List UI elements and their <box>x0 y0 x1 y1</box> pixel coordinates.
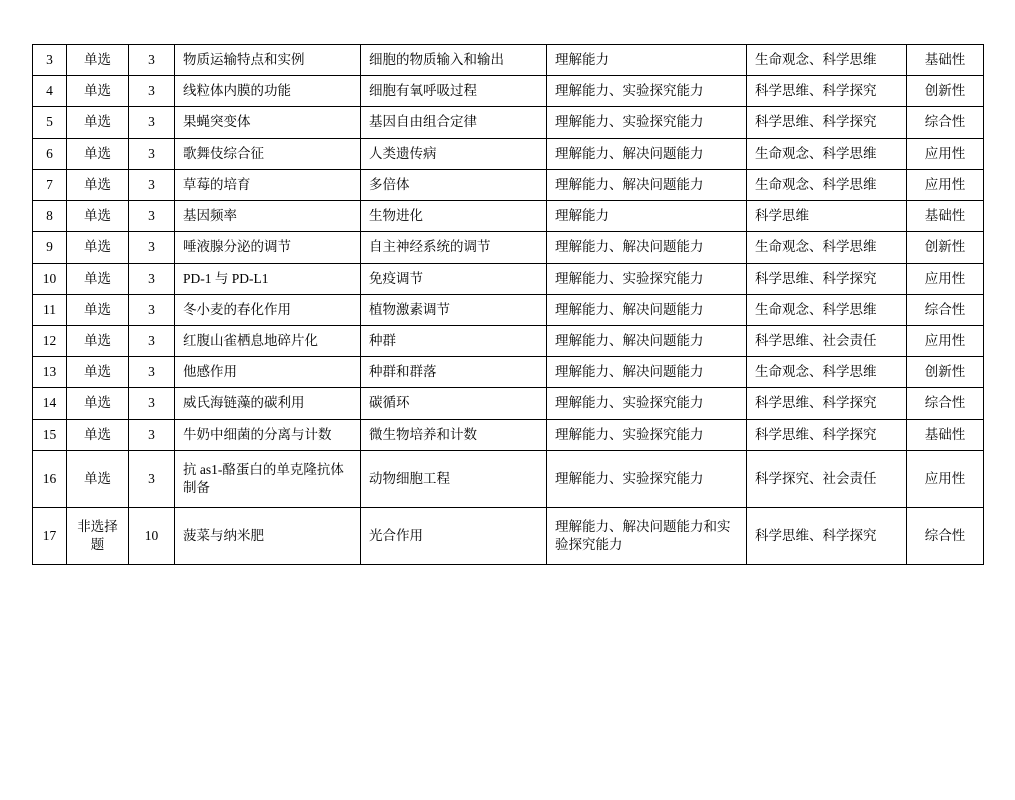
table-row <box>33 357 984 388</box>
cell-number: 9 <box>33 232 67 263</box>
cell-type: 单选 <box>67 450 129 507</box>
cell-literacy: 生命观念、科学思维 <box>747 169 907 200</box>
table-row <box>33 419 984 450</box>
cell-type: 单选 <box>67 76 129 107</box>
cell-number: 12 <box>33 325 67 356</box>
cell-number: 11 <box>33 294 67 325</box>
table-row <box>33 232 984 263</box>
cell-ability: 理解能力、实验探究能力 <box>547 107 747 138</box>
cell-literacy: 科学思维、科学探究 <box>747 419 907 450</box>
cell-score: 3 <box>129 325 175 356</box>
table-row <box>33 107 984 138</box>
cell-knowledge: 种群 <box>361 325 547 356</box>
cell-topic: 草莓的培育 <box>175 169 361 200</box>
table-row <box>33 325 984 356</box>
cell-score: 3 <box>129 76 175 107</box>
cell-knowledge: 植物激素调节 <box>361 294 547 325</box>
cell-type: 单选 <box>67 201 129 232</box>
cell-ability: 理解能力、实验探究能力 <box>547 419 747 450</box>
cell-number: 7 <box>33 169 67 200</box>
cell-nature: 创新性 <box>907 232 984 263</box>
table-row <box>33 169 984 200</box>
cell-literacy: 科学思维 <box>747 201 907 232</box>
cell-ability: 理解能力、实验探究能力 <box>547 388 747 419</box>
cell-type: 非选择题 <box>67 507 129 564</box>
cell-knowledge: 基因自由组合定律 <box>361 107 547 138</box>
table-row <box>33 294 984 325</box>
cell-score: 3 <box>129 419 175 450</box>
cell-knowledge: 免疫调节 <box>361 263 547 294</box>
cell-nature: 基础性 <box>907 45 984 76</box>
cell-number: 16 <box>33 450 67 507</box>
cell-nature: 综合性 <box>907 294 984 325</box>
cell-topic: 基因频率 <box>175 201 361 232</box>
cell-topic: 威氏海链藻的碳利用 <box>175 388 361 419</box>
cell-number: 8 <box>33 201 67 232</box>
cell-number: 4 <box>33 76 67 107</box>
cell-score: 3 <box>129 357 175 388</box>
cell-number: 14 <box>33 388 67 419</box>
cell-topic: 果蝇突变体 <box>175 107 361 138</box>
cell-ability: 理解能力、解决问题能力 <box>547 325 747 356</box>
cell-knowledge: 细胞的物质输入和输出 <box>361 45 547 76</box>
table-row <box>33 201 984 232</box>
cell-literacy: 生命观念、科学思维 <box>747 357 907 388</box>
cell-ability: 理解能力、解决问题能力 <box>547 232 747 263</box>
cell-score: 3 <box>129 263 175 294</box>
cell-literacy: 科学探究、社会责任 <box>747 450 907 507</box>
table-row <box>33 138 984 169</box>
cell-nature: 综合性 <box>907 107 984 138</box>
cell-score: 3 <box>129 201 175 232</box>
cell-ability: 理解能力、解决问题能力 <box>547 169 747 200</box>
cell-nature: 应用性 <box>907 450 984 507</box>
cell-nature: 应用性 <box>907 263 984 294</box>
cell-number: 17 <box>33 507 67 564</box>
cell-ability: 理解能力、解决问题能力和实验探究能力 <box>547 507 747 564</box>
cell-score: 3 <box>129 45 175 76</box>
cell-number: 15 <box>33 419 67 450</box>
cell-nature: 应用性 <box>907 138 984 169</box>
cell-topic: 线粒体内膜的功能 <box>175 76 361 107</box>
cell-type: 单选 <box>67 232 129 263</box>
table-row <box>33 388 984 419</box>
cell-nature: 创新性 <box>907 357 984 388</box>
cell-score: 3 <box>129 169 175 200</box>
cell-literacy: 生命观念、科学思维 <box>747 294 907 325</box>
cell-number: 6 <box>33 138 67 169</box>
cell-score: 10 <box>129 507 175 564</box>
table-row <box>33 450 984 507</box>
cell-literacy: 科学思维、科学探究 <box>747 107 907 138</box>
cell-score: 3 <box>129 450 175 507</box>
cell-nature: 综合性 <box>907 507 984 564</box>
cell-topic: 他感作用 <box>175 357 361 388</box>
cell-knowledge: 动物细胞工程 <box>361 450 547 507</box>
cell-ability: 理解能力、解决问题能力 <box>547 138 747 169</box>
cell-nature: 基础性 <box>907 201 984 232</box>
cell-type: 单选 <box>67 138 129 169</box>
cell-type: 单选 <box>67 107 129 138</box>
cell-topic: 菠菜与纳米肥 <box>175 507 361 564</box>
cell-number: 5 <box>33 107 67 138</box>
cell-nature: 基础性 <box>907 419 984 450</box>
cell-topic: 冬小麦的春化作用 <box>175 294 361 325</box>
cell-topic: 唾液腺分泌的调节 <box>175 232 361 263</box>
cell-score: 3 <box>129 138 175 169</box>
table-row <box>33 76 984 107</box>
cell-knowledge: 种群和群落 <box>361 357 547 388</box>
cell-type: 单选 <box>67 45 129 76</box>
cell-literacy: 科学思维、科学探究 <box>747 76 907 107</box>
cell-nature: 创新性 <box>907 76 984 107</box>
cell-score: 3 <box>129 388 175 419</box>
cell-topic: 物质运输特点和实例 <box>175 45 361 76</box>
cell-topic: PD-1 与 PD-L1 <box>175 263 361 294</box>
cell-number: 13 <box>33 357 67 388</box>
cell-knowledge: 人类遗传病 <box>361 138 547 169</box>
cell-ability: 理解能力、解决问题能力 <box>547 294 747 325</box>
cell-knowledge: 细胞有氧呼吸过程 <box>361 76 547 107</box>
cell-knowledge: 微生物培养和计数 <box>361 419 547 450</box>
cell-type: 单选 <box>67 419 129 450</box>
cell-literacy: 科学思维、科学探究 <box>747 263 907 294</box>
cell-type: 单选 <box>67 263 129 294</box>
table-row <box>33 263 984 294</box>
cell-type: 单选 <box>67 357 129 388</box>
cell-number: 3 <box>33 45 67 76</box>
cell-literacy: 生命观念、科学思维 <box>747 138 907 169</box>
cell-ability: 理解能力、实验探究能力 <box>547 76 747 107</box>
cell-topic: 牛奶中细菌的分离与计数 <box>175 419 361 450</box>
exam-item-analysis-table <box>32 44 984 565</box>
cell-ability: 理解能力、实验探究能力 <box>547 263 747 294</box>
cell-topic: 抗 as1-酪蛋白的单克隆抗体制备 <box>175 450 361 507</box>
cell-nature: 应用性 <box>907 325 984 356</box>
cell-type: 单选 <box>67 388 129 419</box>
cell-type: 单选 <box>67 294 129 325</box>
cell-type: 单选 <box>67 325 129 356</box>
cell-ability: 理解能力 <box>547 45 747 76</box>
cell-nature: 综合性 <box>907 388 984 419</box>
cell-score: 3 <box>129 294 175 325</box>
cell-type: 单选 <box>67 169 129 200</box>
cell-knowledge: 多倍体 <box>361 169 547 200</box>
cell-literacy: 科学思维、社会责任 <box>747 325 907 356</box>
cell-number: 10 <box>33 263 67 294</box>
table-row <box>33 45 984 76</box>
cell-literacy: 生命观念、科学思维 <box>747 45 907 76</box>
cell-topic: 红腹山雀栖息地碎片化 <box>175 325 361 356</box>
cell-ability: 理解能力、解决问题能力 <box>547 357 747 388</box>
table-body <box>33 45 984 565</box>
cell-literacy: 生命观念、科学思维 <box>747 232 907 263</box>
cell-ability: 理解能力、实验探究能力 <box>547 450 747 507</box>
cell-score: 3 <box>129 232 175 263</box>
cell-literacy: 科学思维、科学探究 <box>747 388 907 419</box>
cell-knowledge: 生物进化 <box>361 201 547 232</box>
cell-knowledge: 自主神经系统的调节 <box>361 232 547 263</box>
cell-nature: 应用性 <box>907 169 984 200</box>
cell-literacy: 科学思维、科学探究 <box>747 507 907 564</box>
cell-ability: 理解能力 <box>547 201 747 232</box>
table-row <box>33 507 984 564</box>
cell-knowledge: 碳循环 <box>361 388 547 419</box>
cell-knowledge: 光合作用 <box>361 507 547 564</box>
cell-topic: 歌舞伎综合征 <box>175 138 361 169</box>
cell-score: 3 <box>129 107 175 138</box>
